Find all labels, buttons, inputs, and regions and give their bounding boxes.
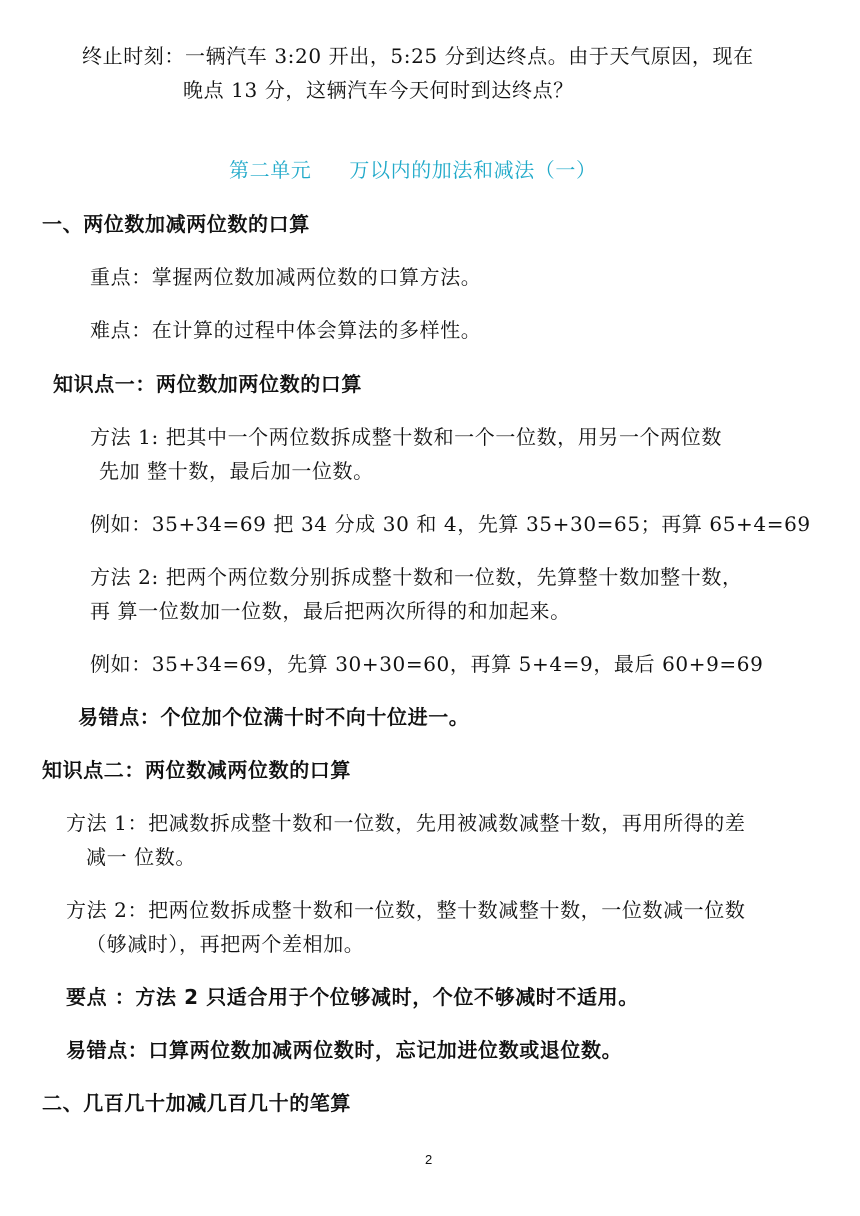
- unit-number: 第二单元: [229, 158, 312, 182]
- unit-topic: 万以内的加法和减法（一）: [349, 158, 597, 182]
- key-point: 重点：掌握两位数加减两位数的口算方法。: [90, 265, 482, 289]
- k1-method-2-line-1: 方法 2: 把两个两位数分别拆成整十数和一位数，先算整十数加整十数，: [90, 565, 743, 589]
- section-1-heading: 一、两位数加减两位数的口算: [42, 212, 310, 236]
- k2-key-point: 要点 ：方法 2 只适合用于个位够减时，个位不够减时不适用。: [66, 985, 639, 1009]
- k2-method-1-line-2: 减一 位数。: [86, 845, 196, 869]
- intro-line-1: 终止时刻：一辆汽车 3:20 开出，5:25 分到达终点。由于天气原因，现在: [82, 44, 754, 68]
- difficulty-point: 难点：在计算的过程中体会算法的多样性。: [90, 318, 482, 342]
- page-number: 2: [425, 1152, 433, 1167]
- k1-method-1-line-2: 先加 整十数，最后加一位数。: [99, 459, 374, 483]
- intro-line-2: 晚点 13 分，这辆汽车今天何时到达终点？: [183, 78, 574, 102]
- knowledge-2-heading: 知识点二：两位数减两位数的口算: [42, 758, 351, 782]
- k1-example-2: 例如：35+34=69，先算 30+30=60，再算 5+4=9，最后 60+9=69: [90, 652, 764, 676]
- k1-example-1: 例如：35+34=69 把 34 分成 30 和 4，先算 35+30=65；再算 65+4=69: [90, 512, 811, 536]
- k1-pitfall: 易错点：个位加个位满十时不向十位进一。: [78, 705, 470, 729]
- section-2-heading: 二、几百几十加减几百几十的笔算: [42, 1091, 351, 1115]
- unit-title: [229, 156, 597, 184]
- k2-pitfall: 易错点：口算两位数加减两位数时，忘记加进位数或退位数。: [66, 1038, 623, 1062]
- k1-method-1-line-1: 方法 1: 把其中一个两位数拆成整十数和一个一位数，用另一个两位数: [90, 425, 722, 449]
- k2-method-1-line-1: 方法 1：把减数拆成整十数和一位数，先用被减数减整十数，再用所得的差: [66, 811, 746, 835]
- knowledge-1-heading: 知识点一：两位数加两位数的口算: [53, 372, 362, 396]
- k2-method-2-line-1: 方法 2：把两位数拆成整十数和一位数，整十数减整十数，一位数减一位数: [66, 898, 746, 922]
- k2-method-2-line-2: （够减时），再把两个差相加。: [86, 932, 365, 956]
- k1-method-2-line-2: 再 算一位数加一位数，最后把两次所得的和加起来。: [90, 599, 571, 623]
